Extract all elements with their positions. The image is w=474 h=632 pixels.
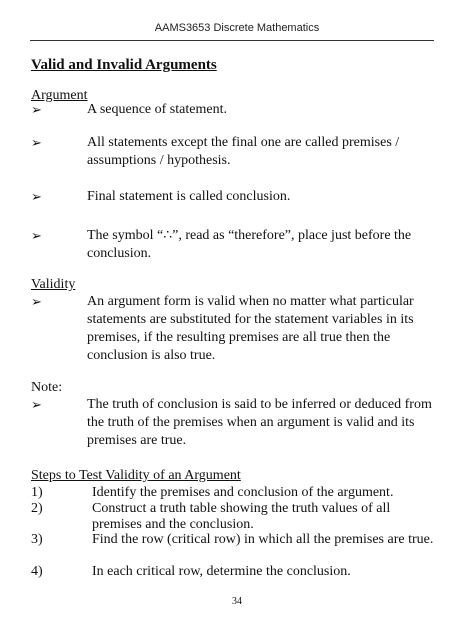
arrowhead-bullet-icon: ➢	[31, 135, 42, 150]
step-item: 3) Find the row (critical row) in which all the premises are true.	[31, 532, 434, 547]
header-rule	[30, 40, 434, 41]
argument-bullet-4: ➢ The symbol “∴”, read as “therefore”, place just before the conclusion.	[31, 228, 412, 261]
step-item: 2) Construct a truth table showing the truth values of all premises and the conclusion.	[31, 501, 391, 532]
argument-bullet-1: ➢ A sequence of statement.	[31, 102, 227, 117]
page-number: 34	[232, 596, 242, 607]
section-title: Valid and Invalid Arguments	[31, 57, 217, 73]
step-item: 4) In each critical row, determine the conclusion.	[31, 564, 351, 579]
argument-heading: Argument	[31, 88, 88, 103]
arrowhead-bullet-icon: ➢	[31, 228, 42, 243]
validity-heading: Validity	[31, 277, 76, 292]
arrowhead-bullet-icon: ➢	[31, 189, 42, 204]
note-heading: Note:	[31, 380, 63, 395]
page-header: AAMS3653 Discrete Mathematics	[154, 22, 320, 34]
note-bullet: ➢ The truth of conclusion is said to be inferred or deduced from the truth of the premises when an argument is valid and its premises are true.	[31, 397, 432, 448]
arrowhead-bullet-icon: ➢	[31, 294, 42, 309]
argument-bullet-2: ➢ All statements except the final one are called premises / assumptions / hypothesis.	[31, 135, 400, 168]
arrowhead-bullet-icon: ➢	[31, 102, 42, 117]
steps-heading: Steps to Test Validity of an Argument	[31, 468, 241, 483]
argument-bullet-3: ➢ Final statement is called conclusion.	[31, 189, 291, 204]
arrowhead-bullet-icon: ➢	[31, 397, 42, 412]
step-item: 1) Identify the premises and conclusion of the argument.	[31, 485, 394, 500]
validity-bullet: ➢ An argument form is valid when no matter what particular statements are substituted for the statement variables in its premises, if the resulting premises are all true then the conclusion is also true.	[31, 294, 414, 363]
